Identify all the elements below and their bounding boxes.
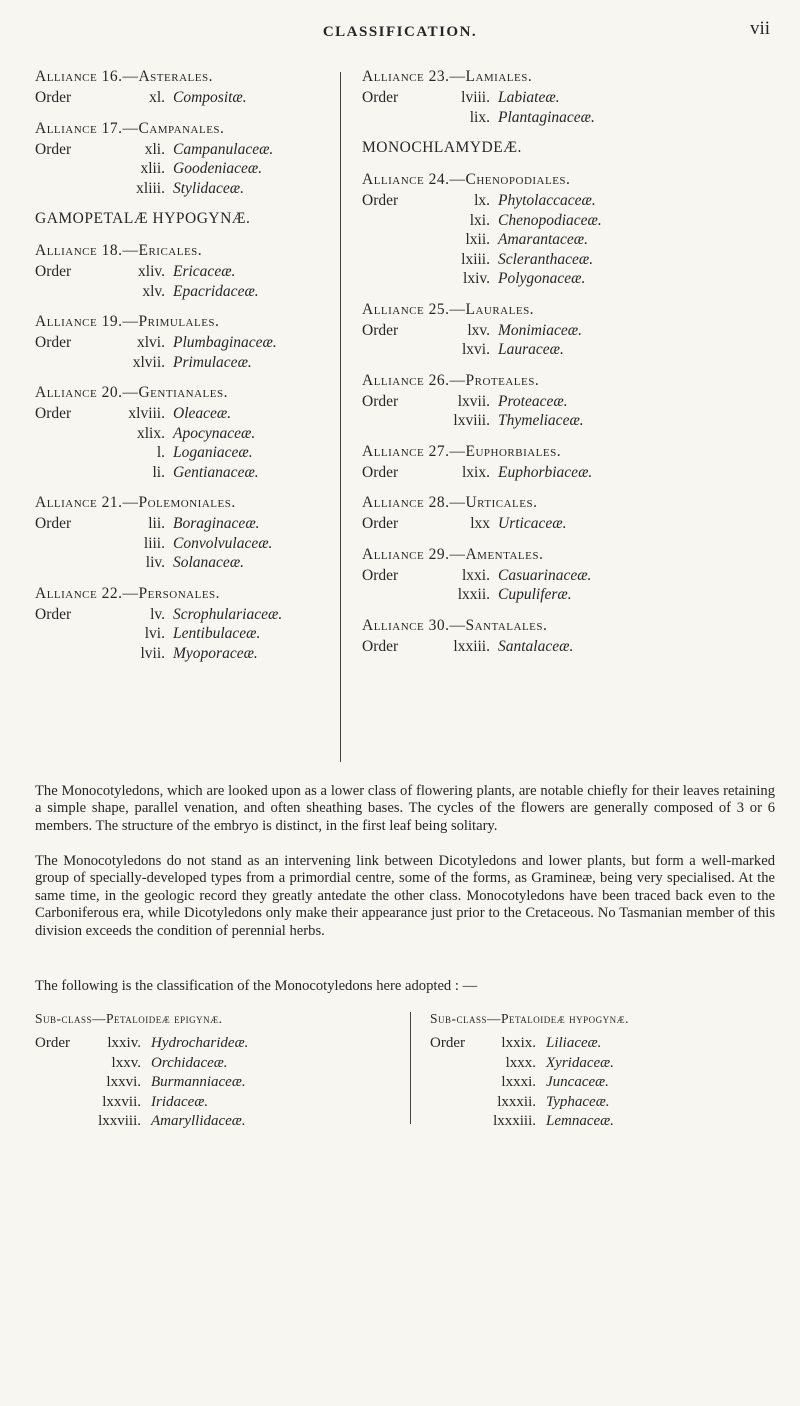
alliance-block	[362, 492, 772, 534]
order-label: Order	[362, 89, 399, 106]
order-row	[35, 282, 330, 302]
alliance-block	[362, 615, 772, 657]
order-label: Order	[35, 334, 72, 351]
order-name: Xyridaceæ.	[546, 1054, 614, 1071]
order-label	[430, 1054, 480, 1074]
order-number: lxxxii.	[497, 1093, 536, 1110]
alliance-block	[35, 492, 330, 573]
order-label	[35, 463, 115, 483]
order-number: lxvii.	[457, 392, 490, 410]
order-number: liii.	[143, 534, 165, 552]
order-row	[362, 191, 772, 211]
alliance-heading: Alliance 24.—Chenopodiales.	[362, 171, 571, 188]
order-row	[362, 392, 772, 412]
order-name: Scleranthaceæ.	[498, 250, 594, 268]
order-name: Monimiaceæ.	[498, 321, 582, 339]
order-label	[35, 644, 115, 664]
order-label	[35, 534, 115, 554]
order-row	[362, 566, 772, 586]
order-number: xliii.	[136, 179, 165, 197]
order-label	[362, 269, 440, 289]
alliance-heading: Alliance 21.—Polemoniales.	[35, 494, 236, 511]
order-label: Order	[362, 515, 399, 532]
order-number: xli.	[144, 140, 165, 158]
alliance-heading: Alliance 29.—Amentales.	[362, 545, 544, 563]
order-number: xl.	[149, 89, 165, 106]
alliance-block	[362, 441, 772, 483]
order-label: Order	[362, 392, 399, 410]
order-row	[362, 340, 772, 360]
alliance-heading: Alliance 20.—Gentianales.	[35, 384, 228, 401]
order-number: lxxv.	[111, 1054, 141, 1071]
order-row	[430, 1054, 629, 1074]
order-label	[362, 211, 440, 231]
order-label	[362, 340, 440, 360]
order-row	[35, 463, 330, 483]
order-number: xliv.	[138, 263, 165, 280]
alliance-heading: Alliance 27.—Euphorbiales.	[362, 442, 562, 460]
alliance-heading: Alliance 18.—Ericales.	[35, 242, 203, 259]
alliance-heading: Alliance 30.—Santalales.	[362, 616, 548, 634]
order-row	[35, 424, 330, 444]
order-row	[35, 644, 330, 664]
order-name: Boraginaceæ.	[173, 515, 260, 532]
order-label: Order	[362, 463, 399, 481]
order-row	[430, 1034, 629, 1054]
order-name: Plantaginaceæ.	[498, 108, 595, 126]
order-label	[35, 1054, 85, 1074]
order-label	[35, 179, 115, 199]
order-row	[362, 250, 772, 270]
order-row	[35, 553, 330, 573]
order-label: Order	[35, 605, 72, 623]
order-row	[35, 1073, 248, 1093]
order-label	[35, 624, 115, 644]
order-number: lxvi.	[462, 341, 490, 358]
column-divider	[340, 72, 341, 762]
alliance-block	[35, 66, 330, 108]
alliance-heading: Alliance 17.—Campanales.	[35, 119, 225, 137]
alliance-heading: Alliance 23.—Lamiales.	[362, 68, 533, 85]
order-number: li.	[152, 463, 165, 481]
order-name: Convolvulaceæ.	[173, 534, 273, 552]
order-name: Orchidaceæ.	[151, 1054, 228, 1071]
order-label	[362, 230, 440, 250]
order-number: lxxix.	[501, 1035, 536, 1051]
order-number: lv.	[150, 605, 165, 623]
order-label	[35, 1112, 85, 1132]
order-name: Scrophulariaceæ.	[173, 605, 283, 623]
order-name: Gentianaceæ.	[173, 463, 259, 481]
order-name: Labiateæ.	[498, 89, 560, 106]
order-label: Order	[430, 1035, 465, 1051]
order-row	[362, 585, 772, 605]
order-name: Stylidaceæ.	[173, 179, 245, 197]
order-name: Plumbaginaceæ.	[173, 334, 277, 351]
order-name: Epacridaceæ.	[173, 282, 259, 300]
order-row	[362, 463, 772, 483]
alliance-block	[35, 240, 330, 301]
order-row	[35, 333, 330, 353]
order-row	[35, 624, 330, 644]
order-row	[35, 1054, 248, 1074]
order-label	[35, 424, 115, 444]
order-name: Phytolaccaceæ.	[498, 192, 596, 209]
order-label: Order	[362, 321, 399, 339]
subclass-divider	[410, 1012, 411, 1124]
order-number: lxxvi.	[106, 1074, 141, 1090]
order-number: lxxxiii.	[493, 1113, 536, 1129]
order-label: Order	[35, 515, 72, 532]
order-label	[35, 443, 115, 463]
order-label: Order	[35, 140, 72, 158]
subclass-heading: Sub-class—Petaloideæ hypogynæ.	[430, 1011, 630, 1026]
order-row	[362, 211, 772, 231]
order-label	[362, 250, 440, 270]
order-label: Order	[35, 1035, 70, 1051]
order-row	[35, 534, 330, 554]
order-row	[362, 108, 772, 128]
order-name: Solanaceæ.	[173, 554, 245, 571]
alliance-block	[362, 66, 772, 127]
order-name: Lauraceæ.	[498, 341, 564, 358]
order-name: Iridaceæ.	[151, 1093, 209, 1110]
order-label	[362, 585, 440, 605]
alliance-heading: Alliance 28.—Urticales.	[362, 494, 538, 511]
order-label	[35, 159, 115, 179]
order-row	[35, 443, 330, 463]
order-number: lxii.	[465, 231, 490, 248]
order-row	[362, 88, 772, 108]
order-label	[35, 553, 115, 573]
order-label	[35, 282, 115, 302]
subclass-petaloideae-hypogynae	[430, 1008, 629, 1132]
order-number: lxxii.	[457, 586, 490, 603]
order-row	[362, 411, 772, 431]
order-label: Order	[362, 566, 399, 584]
order-name: Chenopodiaceæ.	[498, 211, 602, 229]
order-number: lxi.	[469, 211, 490, 229]
paragraph-monocotyledons-evolution: The Monocotyledons do not stand as an intervening link between Dicotyledons and lower plants, but form a well-marked group of specially-developed types from a primordial centre, some of the forms, as Gramineæ, being very specialised. At the same time, in the geologic record they greatly antedate the other class. Monocotyledons have been traced back even to the Carboniferous era, while Dicotyledons only make their appearance just prior to the Cretaceous. No Tasmanian member of this division exceeds the condition of perennial herbs.	[35, 853, 775, 939]
section-heading: MONOCHLAMYDEÆ.	[362, 139, 522, 156]
running-title: CLASSIFICATION.	[322, 24, 478, 40]
order-label	[35, 353, 115, 373]
order-row	[362, 321, 772, 341]
order-row	[35, 404, 330, 424]
order-name: Proteaceæ.	[498, 392, 568, 410]
order-number: lxxxi.	[501, 1074, 536, 1090]
order-row	[35, 179, 330, 199]
order-name: Myoporaceæ.	[173, 644, 258, 662]
order-row	[35, 88, 330, 108]
alliance-block	[35, 382, 330, 482]
order-row	[35, 262, 330, 282]
order-row	[35, 1112, 248, 1132]
order-name: Compositæ.	[173, 89, 247, 106]
order-name: Santalaceæ.	[498, 637, 574, 655]
right-classification-column	[362, 66, 772, 656]
order-label: Order	[35, 263, 72, 280]
order-number: lii.	[148, 515, 165, 532]
order-label	[430, 1073, 480, 1093]
page-number: vii	[749, 18, 770, 39]
order-number: lxxvii.	[102, 1093, 141, 1110]
order-label: Order	[35, 89, 72, 106]
order-name: Polygonaceæ.	[498, 270, 586, 287]
left-classification-column	[35, 66, 330, 663]
order-name: Loganiaceæ.	[173, 444, 253, 461]
alliance-block	[35, 583, 330, 664]
order-number: xlvi.	[137, 334, 165, 351]
alliance-block	[362, 544, 772, 605]
order-number: lxxi.	[462, 566, 490, 584]
alliance-heading: Alliance 25.—Laurales.	[362, 300, 535, 318]
order-row	[35, 140, 330, 160]
order-row	[35, 159, 330, 179]
order-number: lxx	[470, 515, 490, 532]
alliance-block	[362, 169, 772, 289]
order-name: Burmanniaceæ.	[151, 1074, 246, 1090]
order-label: Order	[362, 192, 399, 209]
order-number: xlix.	[137, 424, 165, 442]
order-number: liv.	[145, 554, 165, 571]
alliance-block	[362, 299, 772, 360]
order-name: Lemnaceæ.	[546, 1113, 614, 1129]
order-label	[430, 1093, 480, 1113]
order-name: Primulaceæ.	[173, 353, 252, 371]
order-number: lxix.	[462, 463, 490, 481]
order-name: Lentibulaceæ.	[173, 625, 261, 642]
order-row	[362, 269, 772, 289]
order-row	[35, 1034, 248, 1054]
order-number: lix.	[469, 108, 490, 126]
order-label	[35, 1093, 85, 1113]
order-number: l.	[156, 444, 165, 461]
section-heading: GAMOPETALÆ HYPOGYNÆ.	[35, 210, 251, 227]
order-number: lx.	[474, 192, 490, 209]
order-label: Order	[362, 637, 399, 655]
order-name: Thymeliaceæ.	[498, 412, 584, 429]
order-number: lxxiii.	[453, 637, 490, 655]
order-row	[35, 1093, 248, 1113]
order-number: lvi.	[144, 625, 165, 642]
order-name: Apocynaceæ.	[173, 424, 256, 442]
order-name: Casuarinaceæ.	[498, 566, 592, 584]
alliance-heading: Alliance 19.—Primulales.	[35, 313, 220, 330]
order-name: Goodeniaceæ.	[173, 160, 263, 177]
order-label	[362, 108, 440, 128]
order-number: xlv.	[142, 282, 165, 300]
subclass-petaloideae-epigynae	[35, 1008, 248, 1132]
order-name: Hydrocharideæ.	[151, 1035, 249, 1051]
alliance-block	[35, 118, 330, 199]
order-row	[362, 514, 772, 534]
order-row	[35, 514, 330, 534]
alliance-heading: Alliance 22.—Personales.	[35, 584, 221, 602]
order-number: lvii.	[140, 644, 165, 662]
order-number: lxv.	[467, 321, 490, 339]
order-row	[430, 1093, 629, 1113]
order-row	[35, 353, 330, 373]
alliance-block	[35, 311, 330, 372]
order-number: lxiv.	[463, 270, 490, 287]
order-name: Campanulaceæ.	[173, 140, 274, 158]
order-name: Typhaceæ.	[546, 1093, 610, 1110]
order-label: Order	[35, 405, 72, 422]
order-number: xlviii.	[128, 405, 165, 422]
order-row	[362, 637, 772, 657]
order-label	[430, 1112, 480, 1132]
order-label	[362, 411, 440, 431]
order-row	[430, 1073, 629, 1093]
order-row	[362, 230, 772, 250]
alliance-block	[362, 370, 772, 431]
order-name: Euphorbiaceæ.	[498, 463, 593, 481]
order-label	[35, 1073, 85, 1093]
alliance-heading: Alliance 16.—Asterales.	[35, 68, 213, 85]
order-name: Juncaceæ.	[546, 1074, 609, 1090]
order-name: Amaryllidaceæ.	[151, 1113, 246, 1129]
order-number: lxviii.	[453, 412, 490, 429]
order-number: lxiii.	[461, 250, 490, 268]
alliance-heading: Alliance 26.—Proteales.	[362, 371, 540, 389]
paragraph-monocotyledons-intro: The Monocotyledons, which are looked upon as a lower class of flowering plants, are notable chiefly for their leaves retaining a simple shape, parallel venation, and often sheathing bases. The cycles of the flowers are generally composed of 3 or 6 members. The structure of the embryo is distinct, in the first leaf being solitary.	[35, 783, 775, 834]
order-number: xlii.	[140, 160, 165, 177]
order-name: Oleaceæ.	[173, 405, 232, 422]
order-row	[35, 605, 330, 625]
order-name: Ericaceæ.	[173, 263, 236, 280]
order-number: lxxiv.	[107, 1035, 141, 1051]
order-number: lxxx.	[505, 1054, 536, 1071]
order-name: Amarantaceæ.	[498, 231, 588, 248]
paragraph-classification-lead: The following is the classification of the Monocotyledons here adopted : —	[35, 978, 478, 994]
order-row	[430, 1112, 629, 1132]
order-name: Cupuliferæ.	[498, 586, 572, 603]
order-number: xlvii.	[132, 353, 165, 371]
subclass-heading: Sub-class—Petaloideæ epigynæ.	[35, 1011, 223, 1026]
order-name: Liliaceæ.	[546, 1035, 602, 1051]
order-number: lxxviii.	[98, 1113, 141, 1129]
order-name: Urticaceæ.	[498, 515, 567, 532]
order-number: lviii.	[461, 89, 490, 106]
